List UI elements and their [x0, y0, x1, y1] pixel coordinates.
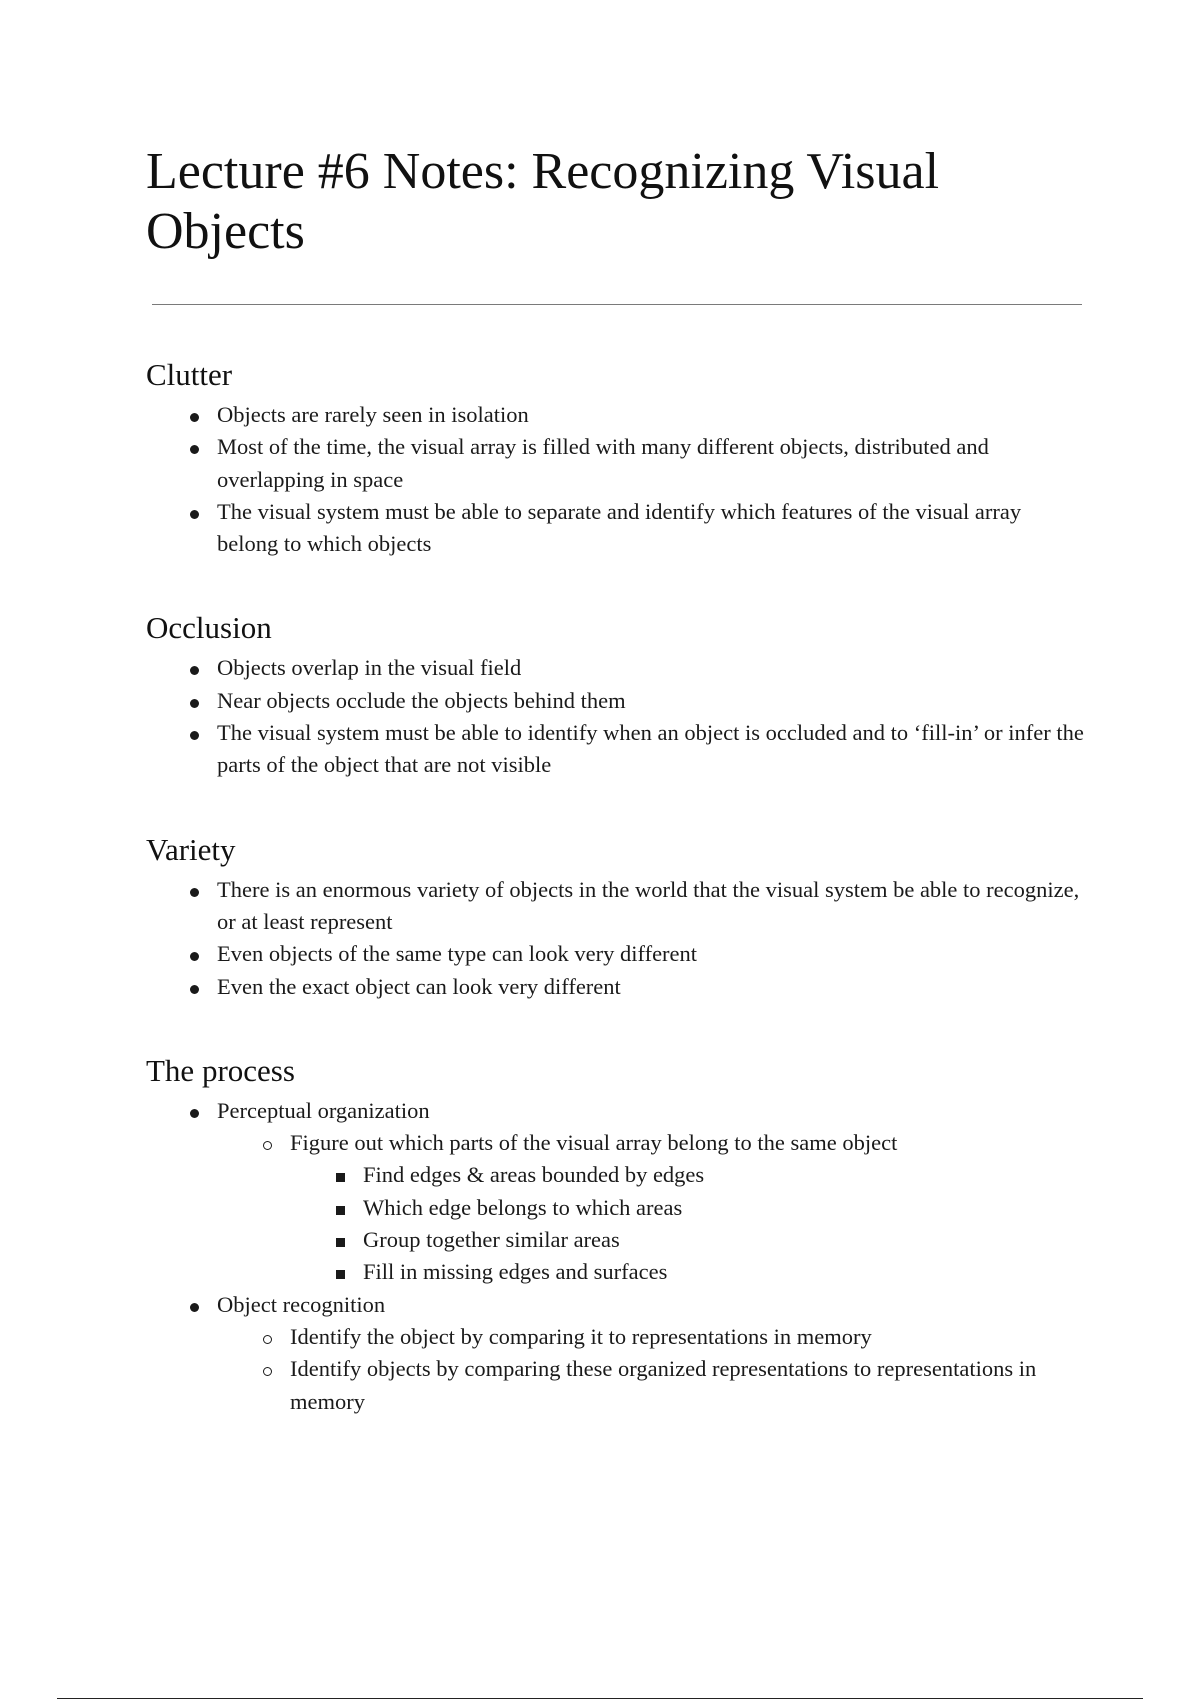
bullet-dot-icon	[184, 652, 204, 684]
bullet-dot-icon	[184, 1289, 204, 1321]
bullet-circle-icon	[257, 1353, 277, 1385]
document-page	[146, 142, 1086, 1418]
sub-list-item-text: Identify objects by comparing these organized representations to representations in memory	[290, 1356, 1037, 1414]
sub-sub-list-item	[363, 1256, 1086, 1288]
sub-list-item-text: Figure out which parts of the visual array belong to the same object	[290, 1130, 898, 1156]
bullet-dot-icon	[184, 938, 204, 970]
list-item	[217, 1095, 1086, 1289]
list-item	[217, 496, 1086, 561]
section-variety	[146, 832, 1086, 1003]
bullet-square-icon	[330, 1192, 350, 1224]
section-occlusion	[146, 610, 1086, 781]
list-item-text: Objects overlap in the visual field	[217, 655, 522, 681]
list-item-text: Near objects occlude the objects behind them	[217, 687, 626, 713]
sub-sub-list-item	[363, 1224, 1086, 1256]
sub-list	[217, 1127, 1086, 1288]
list-item-text: Objects are rarely seen in isolation	[217, 402, 529, 427]
bullet-dot-icon	[184, 874, 204, 906]
bullet-list	[146, 874, 1086, 1003]
title-divider	[152, 304, 1082, 305]
bullet-list	[146, 1095, 1086, 1418]
sub-sub-list-item-text: Which edge belongs to which areas	[363, 1194, 683, 1220]
list-item-text: There is an enormous variety of objects in the world that the visual system be able to recognize, or at least represent	[217, 876, 1080, 934]
sub-sub-list	[290, 1159, 1086, 1288]
bullet-list	[146, 399, 1086, 560]
sub-list-item	[290, 1353, 1086, 1418]
sub-sub-list-item-text: Fill in missing edges and surfaces	[363, 1259, 668, 1285]
section-process	[146, 1053, 1086, 1418]
bullet-dot-icon	[184, 496, 204, 528]
list-item-text: Even the exact object can look very different	[217, 973, 621, 999]
list-item-text: Even objects of the same type can look very different	[217, 941, 698, 967]
section-clutter	[146, 357, 1086, 560]
sub-list-item-text: Identify the object by comparing it to representations in memory	[290, 1323, 872, 1349]
list-item	[217, 938, 1086, 970]
list-item	[217, 431, 1086, 496]
bullet-dot-icon	[184, 399, 204, 431]
section-heading: Occlusion	[146, 610, 272, 646]
bullet-square-icon	[330, 1256, 350, 1288]
bullet-dot-icon	[184, 431, 204, 463]
list-item-text: The visual system must be able to identify when an object is occluded and to ‘fill-in’ or infer the parts of the object that are not visible	[217, 720, 1084, 778]
sub-sub-list-item	[363, 1159, 1086, 1191]
bullet-square-icon	[330, 1224, 350, 1256]
sub-sub-list-item	[363, 1192, 1086, 1224]
list-item	[217, 399, 1086, 431]
list-item-text: Object recognition	[217, 1291, 386, 1317]
bullet-dot-icon	[184, 685, 204, 717]
list-item	[217, 874, 1086, 939]
page-title: Lecture #6 Notes: Recognizing Visual Objects	[146, 143, 940, 260]
sub-sub-list-item-text: Group together similar areas	[363, 1227, 620, 1253]
list-item	[217, 971, 1086, 1003]
bullet-dot-icon	[184, 971, 204, 1003]
list-item	[217, 685, 1086, 717]
bullet-dot-icon	[184, 1095, 204, 1127]
section-heading: The process	[146, 1052, 295, 1088]
bullet-dot-icon	[184, 717, 204, 749]
list-item	[217, 717, 1086, 782]
list-item-text: Perceptual organization	[217, 1097, 430, 1123]
bullet-circle-icon	[257, 1127, 277, 1159]
list-item-text: The visual system must be able to separate and identify which features of the visual array belong to which objects	[217, 498, 1022, 557]
section-heading: Clutter	[146, 357, 233, 392]
bullet-circle-icon	[257, 1321, 277, 1353]
sub-list	[217, 1321, 1086, 1418]
list-item	[217, 652, 1086, 684]
bullet-square-icon	[330, 1159, 350, 1191]
section-heading: Variety	[146, 831, 236, 867]
page-bottom-divider	[57, 1698, 1143, 1699]
list-item-text: Most of the time, the visual array is filled with many different objects, distributed and overlapping in space	[217, 434, 989, 492]
sub-list-item	[290, 1127, 1086, 1288]
bullet-list	[146, 652, 1086, 781]
sub-list-item	[290, 1321, 1086, 1353]
sub-sub-list-item-text: Find edges & areas bounded by edges	[363, 1162, 705, 1188]
list-item	[217, 1289, 1086, 1418]
